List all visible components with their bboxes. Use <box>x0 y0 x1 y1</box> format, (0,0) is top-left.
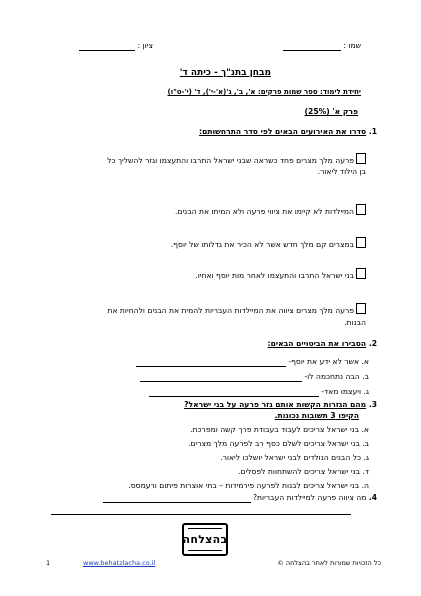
answer-line[interactable] <box>51 513 351 515</box>
option-text: בני ישראל צריכים להשתחוות לפסלים. <box>238 467 361 476</box>
grade-input-line[interactable] <box>79 50 135 51</box>
q4-text: מה ציווה פרעה למיילדות העבריות? <box>252 493 367 502</box>
website-link[interactable]: www.behatzlacha.co.il <box>83 559 156 567</box>
q1-item-text: במצרים קם מלך חדש אשר לא הכיר את גדלותו של יוסף. <box>170 240 354 249</box>
option-letter: ב. <box>362 439 369 448</box>
q2-item-c <box>149 387 369 397</box>
order-box[interactable] <box>356 303 366 314</box>
q2-number: 2. <box>368 339 377 348</box>
name-label: שמו : <box>343 41 361 50</box>
item-letter: א. <box>361 357 369 366</box>
name-field <box>283 41 361 51</box>
option-text: כל הבנים הנולדים לבני ישראל יושלכו ליאור. <box>220 453 362 462</box>
q3-option-d[interactable] <box>238 467 369 477</box>
q2-text: הסבירו את הביטויים הבאים: <box>267 339 367 348</box>
q1-item-text: המיילדות לא קיימו את ציווי פרעה ולא המיתו את הבנים. <box>175 207 354 216</box>
option-letter: ג. <box>363 453 369 462</box>
q3-option-c[interactable] <box>220 453 369 463</box>
option-letter: א. <box>361 425 369 434</box>
q3-number: 3. <box>368 400 377 409</box>
q4-heading <box>103 493 377 503</box>
q1-item-1-cont: בן הילוד ליאור. <box>317 167 366 176</box>
answer-line[interactable] <box>149 396 319 397</box>
name-input-line[interactable] <box>283 50 341 51</box>
item-text: הבה נתחכמה לו- <box>304 372 360 381</box>
option-text: בני ישראל צריכים לשלם כסף רב לפרעה מלך מצרים. <box>188 439 360 448</box>
answer-line[interactable] <box>103 502 251 503</box>
q3-option-e[interactable] <box>128 481 369 491</box>
behatzlacha-logo <box>182 523 228 556</box>
logo-text: בהצלחה <box>182 533 228 546</box>
q4-number: 4. <box>368 493 377 502</box>
copyright-notice: כל הזכויות שמורות לאתר בהצלחה © <box>277 559 381 567</box>
order-box[interactable] <box>356 153 366 164</box>
option-text: בני ישראל צריכים לבנות לפרעה פירמידות – בתי אוצרות פיתום ורעמסס. <box>128 481 360 490</box>
order-box[interactable] <box>356 237 366 248</box>
q1-item-4 <box>195 268 366 281</box>
grade-label: ציון : <box>137 41 153 50</box>
order-box[interactable] <box>356 204 366 215</box>
q2-item-b <box>140 372 369 382</box>
q1-item-1 <box>107 153 366 166</box>
q3-instruction: הקיפו 3 תשובות נכונות. <box>274 411 359 420</box>
q1-item-3 <box>171 237 366 250</box>
q1-number: 1. <box>368 127 377 136</box>
item-letter: ג. <box>363 387 369 396</box>
q1-text: סדרו את האירועים הבאים לפי סדר התרחשותם: <box>199 127 367 136</box>
option-text: בני ישראל צריכים לעבוד בעבודת פרך קשה ומפרכת. <box>190 425 360 434</box>
order-box[interactable] <box>356 268 366 279</box>
answer-line[interactable] <box>136 366 286 367</box>
q1-item-text: פרעה מלך מצרים ציווה את המיילדות העבריות להמית את הבנים ולהחיות את <box>107 306 354 315</box>
q1-item-5-cont: הבנות. <box>344 318 366 327</box>
option-letter: ד. <box>362 467 369 476</box>
q1-item-text: בני ישראל התרבו והתעצמו לאחר מות יוסף ואחיו. <box>195 271 354 280</box>
chapter-heading: פרק א' (25%) <box>304 107 358 116</box>
unit-line: יחידת לימוד: ספר שמות פרקים: א', ב', ג'(א'-י'), ד' (י'-ט"ו) <box>167 88 361 96</box>
q1-item-5 <box>107 303 366 316</box>
page-title: מבחן בתנ"ך - כיתה ד' <box>179 68 271 78</box>
item-letter: ב. <box>362 372 369 381</box>
q1-heading <box>199 127 377 137</box>
q1-item-2 <box>175 204 366 217</box>
item-text: אשר לא ידע את יוסף- <box>288 357 360 366</box>
q3-heading <box>184 400 377 410</box>
q3-option-b[interactable] <box>188 439 369 449</box>
q2-heading <box>268 339 377 349</box>
answer-line[interactable] <box>140 381 302 382</box>
q1-item-text: פרעה מלך מצרים פחד כשראה שבני ישראל התרבו והתעצמו וגזר להשליך כל <box>107 156 354 165</box>
item-text: ויעצמו מאד- <box>321 387 362 396</box>
option-letter: ה. <box>361 481 369 490</box>
grade-field <box>79 41 153 51</box>
q3-line1: מהם הגזרות הקשות אותם גזר פרעה על בני ישראל? <box>184 400 367 409</box>
q3-option-a[interactable] <box>190 425 369 435</box>
page-number: 1 <box>46 559 51 567</box>
q2-item-a <box>136 357 369 367</box>
